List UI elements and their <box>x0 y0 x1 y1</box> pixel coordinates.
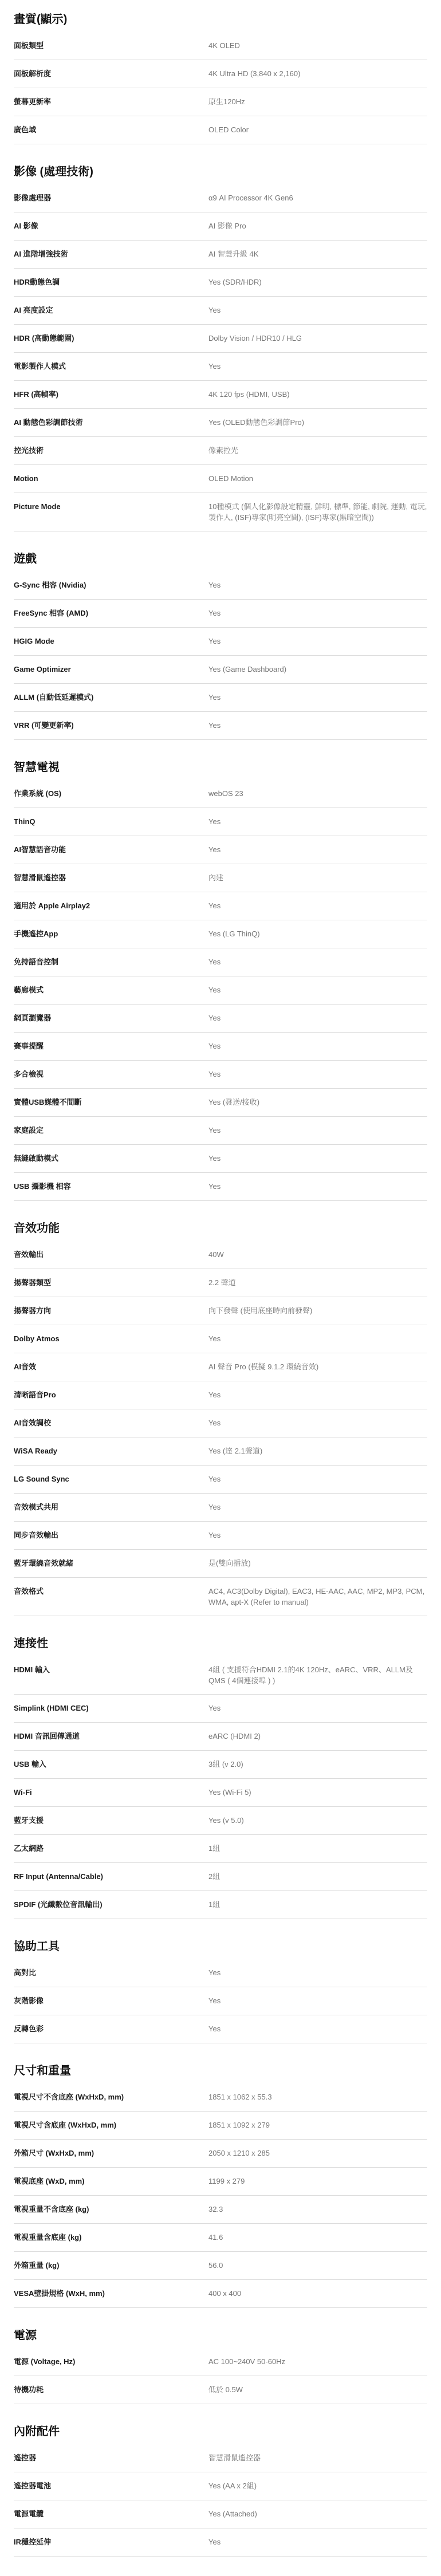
spec-label: 廣色域 <box>14 125 37 134</box>
spec-row <box>14 656 427 684</box>
spec-value: 原生120Hz <box>208 97 245 106</box>
spec-row <box>14 920 427 948</box>
spec-row <box>14 32 427 60</box>
spec-value: Yes (Game Dashboard) <box>208 665 287 673</box>
spec-row <box>14 465 427 493</box>
spec-label: 無縫啟動模式 <box>14 1154 59 1163</box>
spec-value: 3組 (v 2.0) <box>208 1760 243 1768</box>
spec-label: 手機遙控App <box>14 929 58 938</box>
spec-value: Yes <box>208 1126 221 1135</box>
spec-value: Yes <box>208 1182 221 1191</box>
spec-label: 高對比 <box>14 1968 37 1977</box>
spec-row <box>14 1005 427 1033</box>
spec-label: AI智慧語音功能 <box>14 845 66 854</box>
spec-row <box>14 1578 427 1616</box>
spec-value: webOS 23 <box>208 789 243 798</box>
spec-value: Yes <box>208 1419 221 1427</box>
section-title: 音效功能 <box>14 1222 60 1235</box>
spec-value: Yes (達 2.1聲道) <box>208 1447 263 1455</box>
spec-label: LG Sound Sync <box>14 1475 69 1483</box>
spec-row <box>14 1381 427 1409</box>
spec-row <box>14 628 427 656</box>
spec-value: 4K 120 fps (HDMI, USB) <box>208 390 290 399</box>
spec-label: 音效格式 <box>14 1587 44 1596</box>
spec-row <box>14 2112 427 2140</box>
spec-value: Yes (發送/接收) <box>208 1098 260 1106</box>
spec-row <box>14 1550 427 1578</box>
spec-value: 2050 x 1210 x 285 <box>208 2149 270 2157</box>
spec-section <box>14 1220 427 1616</box>
spec-label: 家庭設定 <box>14 1126 44 1135</box>
spec-label: AI音效 <box>14 1362 37 1371</box>
spec-label: HDR動態色調 <box>14 278 60 286</box>
spec-label: 揚聲器方向 <box>14 1306 52 1315</box>
spec-row <box>14 1656 427 1695</box>
spec-label: 乙太網路 <box>14 1844 44 1853</box>
spec-row <box>14 269 427 297</box>
section-title: 畫質(顯示) <box>14 13 68 26</box>
spec-row <box>14 297 427 325</box>
spec-label: AI音效調校 <box>14 1419 52 1427</box>
spec-label: 電視重量含底座 (kg) <box>14 2233 82 2242</box>
spec-row <box>14 353 427 381</box>
spec-row <box>14 1959 427 1987</box>
spec-row <box>14 437 427 465</box>
spec-label: 影像處理器 <box>14 194 52 202</box>
spec-row <box>14 2472 427 2500</box>
spec-value: Yes <box>208 1503 221 1511</box>
spec-value: 1851 x 1062 x 55.3 <box>208 2093 272 2101</box>
spec-row <box>14 780 427 808</box>
spec-row <box>14 1061 427 1089</box>
spec-value: 1851 x 1092 x 279 <box>208 2121 270 2129</box>
spec-row <box>14 2444 427 2472</box>
spec-value: Yes <box>208 1154 221 1163</box>
spec-value: 1組 <box>208 1900 220 1909</box>
spec-label: 音效模式共用 <box>14 1503 59 1511</box>
spec-label: 外箱尺寸 (WxHxD, mm) <box>14 2149 94 2157</box>
spec-row <box>14 1325 427 1353</box>
spec-row <box>14 2348 427 2376</box>
spec-value: Yes <box>208 817 221 826</box>
spec-label: 電源電纜 <box>14 2510 44 2518</box>
spec-row <box>14 1863 427 1891</box>
spec-label: 面板解析度 <box>14 69 52 78</box>
spec-value: Yes <box>208 2024 221 2033</box>
spec-value: OLED Motion <box>208 474 254 483</box>
spec-section <box>14 2424 427 2557</box>
spec-label: 電源 (Voltage, Hz) <box>14 2357 76 2366</box>
spec-row <box>14 1695 427 1723</box>
spec-label: 清晰語音Pro <box>14 1391 56 1399</box>
spec-label: VESA壁掛規格 (WxH, mm) <box>14 2289 105 2298</box>
spec-value: AI 智慧升級 4K <box>208 250 259 258</box>
spec-row <box>14 1117 427 1145</box>
spec-section <box>14 2327 427 2404</box>
spec-value: 32.3 <box>208 2205 223 2213</box>
spec-value: Yes <box>208 986 221 994</box>
spec-label: Wi-Fi <box>14 1788 32 1797</box>
spec-row <box>14 1033 427 1061</box>
spec-value: Yes (OLED動態色彩調節Pro) <box>208 418 305 427</box>
spec-row <box>14 808 427 836</box>
spec-label: 電視尺寸含底座 (WxHxD, mm) <box>14 2121 117 2129</box>
spec-value: Yes <box>208 1475 221 1483</box>
spec-row <box>14 1353 427 1381</box>
section-title: 尺寸和重量 <box>14 2065 71 2077</box>
spec-label: 藍牙支援 <box>14 1816 44 1825</box>
spec-label: 面板類型 <box>14 41 44 50</box>
spec-label: HGIG Mode <box>14 637 54 645</box>
spec-value: Yes <box>208 901 221 910</box>
spec-section <box>14 759 427 1201</box>
spec-value: 低於 0.5W <box>208 2385 243 2394</box>
spec-section <box>14 164 427 531</box>
spec-label: IR穩控延伸 <box>14 2538 52 2546</box>
spec-row <box>14 1807 427 1835</box>
spec-row <box>14 2168 427 2196</box>
spec-value: Yes <box>208 1042 221 1050</box>
spec-row <box>14 2224 427 2252</box>
spec-label: 多合檢視 <box>14 1070 44 1078</box>
spec-value: 1組 <box>208 1844 220 1853</box>
spec-row <box>14 409 427 437</box>
spec-row <box>14 1297 427 1325</box>
spec-value: Yes (Attached) <box>208 2510 257 2518</box>
spec-row <box>14 2280 427 2308</box>
spec-row <box>14 1466 427 1494</box>
spec-row <box>14 684 427 712</box>
spec-value: Yes (Wi-Fi 5) <box>208 1788 251 1797</box>
spec-label: Dolby Atmos <box>14 1334 60 1343</box>
spec-row <box>14 1779 427 1807</box>
section-title: 內附配件 <box>14 2425 60 2438</box>
section-title: 遊戲 <box>14 553 37 565</box>
spec-label: 實體USB媒體不間斷 <box>14 1098 82 1106</box>
spec-row <box>14 2376 427 2404</box>
spec-value: Yes <box>208 958 221 966</box>
spec-value: AI 影像 Pro <box>208 222 246 230</box>
spec-value: 2.2 聲道 <box>208 1278 236 1287</box>
spec-value: 2組 <box>208 1872 220 1881</box>
spec-row <box>14 116 427 144</box>
spec-section <box>14 551 427 740</box>
spec-label: 賽事提醒 <box>14 1042 44 1050</box>
spec-row <box>14 1241 427 1269</box>
spec-label: AI 進階增強技術 <box>14 250 68 258</box>
spec-label: 螢幕更新率 <box>14 97 52 106</box>
spec-row <box>14 1522 427 1550</box>
spec-label: RF Input (Antenna/Cable) <box>14 1872 103 1881</box>
spec-label: 電影製作人模式 <box>14 362 66 371</box>
spec-label: 同步音效輸出 <box>14 1531 59 1539</box>
spec-label: FreeSync 相容 (AMD) <box>14 609 89 617</box>
spec-label: HDR (高動態範圍) <box>14 334 74 342</box>
spec-label: 藍牙環繞音效就緒 <box>14 1559 74 1567</box>
spec-label: 遙控器 <box>14 2453 37 2462</box>
spec-row <box>14 1145 427 1173</box>
spec-row <box>14 1269 427 1297</box>
spec-label: AI 影像 <box>14 222 38 230</box>
spec-row <box>14 493 427 531</box>
spec-row <box>14 2196 427 2224</box>
spec-value: Yes <box>208 1531 221 1539</box>
spec-value: Yes (LG ThinQ) <box>208 929 260 938</box>
spec-row <box>14 1437 427 1466</box>
spec-label: 灰階影像 <box>14 1996 44 2005</box>
spec-value: AI 聲音 Pro (模擬 9.1.2 環繞音效) <box>208 1362 319 1371</box>
spec-value: Yes <box>208 1334 221 1343</box>
spec-value: Yes <box>208 1391 221 1399</box>
spec-value: Yes <box>208 1704 221 1712</box>
spec-label: 藝廊模式 <box>14 986 44 994</box>
spec-label: HDMI 輸入 <box>14 1665 50 1674</box>
spec-value: Dolby Vision / HDR10 / HLG <box>208 334 302 342</box>
spec-label: 電視底座 (WxD, mm) <box>14 2177 85 2185</box>
spec-row <box>14 1409 427 1437</box>
spec-row <box>14 892 427 920</box>
spec-value: Yes <box>208 2538 221 2546</box>
spec-label: Game Optimizer <box>14 665 71 673</box>
spec-label: SPDIF (光纖數位音訊輸出) <box>14 1900 103 1909</box>
spec-row <box>14 836 427 864</box>
spec-value: α9 AI Processor 4K Gen6 <box>208 194 293 202</box>
spec-value: Yes <box>208 306 221 314</box>
spec-value: 40W <box>208 1250 224 1259</box>
spec-row <box>14 241 427 269</box>
spec-value: Yes <box>208 1968 221 1977</box>
spec-row <box>14 2015 427 2043</box>
spec-label: Motion <box>14 474 38 483</box>
spec-label: ThinQ <box>14 817 36 826</box>
spec-value: OLED Color <box>208 125 249 134</box>
spec-label: HDMI 音訊回傳通道 <box>14 1732 80 1740</box>
spec-label: VRR (可變更新率) <box>14 721 74 730</box>
spec-label: USB 輸入 <box>14 1760 47 1768</box>
spec-value: Yes <box>208 1070 221 1078</box>
spec-value: 向下發聲 (使用底座時向前發聲) <box>208 1306 313 1315</box>
spec-row <box>14 60 427 88</box>
spec-label: 音效輸出 <box>14 1250 44 1259</box>
spec-value: 56.0 <box>208 2261 223 2270</box>
spec-section <box>14 1939 427 2043</box>
spec-row <box>14 184 427 212</box>
section-title: 協助工具 <box>14 1940 60 1953</box>
spec-row <box>14 381 427 409</box>
spec-value: Yes <box>208 721 221 730</box>
section-title: 智慧電視 <box>14 761 60 774</box>
spec-value: 智慧滑鼠遙控器 <box>208 2453 261 2462</box>
spec-row <box>14 88 427 116</box>
spec-row <box>14 948 427 976</box>
section-title: 影像 (處理技術) <box>14 166 93 178</box>
spec-row <box>14 1723 427 1751</box>
section-title: 電源 <box>14 2329 37 2342</box>
spec-row <box>14 2528 427 2557</box>
spec-label: 電視重量不含底座 (kg) <box>14 2205 89 2213</box>
spec-row <box>14 572 427 600</box>
spec-row <box>14 325 427 353</box>
spec-value: 內建 <box>208 873 224 882</box>
spec-value: 10種模式 (個人化影像設定精靈, 鮮明, 標準, 節能, 劇院, 運動, 電玩, 製作人, (ISF)專家(明亮空間), (ISF)專家(黑暗空間)) <box>208 502 427 522</box>
spec-row <box>14 1173 427 1201</box>
spec-value: 4K Ultra HD (3,840 x 2,160) <box>208 69 301 78</box>
spec-value: AC4, AC3(Dolby Digital), EAC3, HE-AAC, AAC, MP2, MP3, PCM, WMA, apt-X (Refer to manual) <box>208 1587 425 1606</box>
spec-label: 智慧滑鼠遙控器 <box>14 873 66 882</box>
spec-row <box>14 1835 427 1863</box>
spec-value: Yes (SDR/HDR) <box>208 278 262 286</box>
spec-label: AI 動態色彩調節技術 <box>14 418 83 427</box>
spec-value: 4組 ( 支援符合HDMI 2.1的4K 120Hz、eARC、VRR、ALLM及QMS ( 4個連接埠 ) ) <box>208 1665 413 1685</box>
spec-label: HFR (高幀率) <box>14 390 58 399</box>
spec-value: 4K OLED <box>208 41 240 50</box>
spec-value: 是(雙向播放) <box>208 1559 251 1567</box>
spec-value: AC 100~240V 50-60Hz <box>208 2357 286 2366</box>
spec-row <box>14 1494 427 1522</box>
spec-row <box>14 976 427 1005</box>
spec-value: Yes <box>208 1996 221 2005</box>
spec-value: 400 x 400 <box>208 2289 242 2298</box>
spec-label: 外箱重量 (kg) <box>14 2261 60 2270</box>
spec-label: 適用於 Apple Airplay2 <box>14 901 90 910</box>
spec-value: Yes (AA x 2組) <box>208 2482 257 2490</box>
spec-row <box>14 1089 427 1117</box>
spec-row <box>14 212 427 241</box>
spec-value: 1199 x 279 <box>208 2177 245 2185</box>
spec-section <box>14 2063 427 2308</box>
spec-label: 遙控器電池 <box>14 2482 52 2490</box>
spec-label: 作業系統 (OS) <box>14 789 62 798</box>
spec-section <box>14 11 427 144</box>
spec-label: USB 攝影機 相容 <box>14 1182 71 1191</box>
spec-label: AI 亮度設定 <box>14 306 53 314</box>
spec-row <box>14 2083 427 2112</box>
spec-sheet <box>14 0 427 2557</box>
spec-label: ALLM (自動低延遲模式) <box>14 693 94 702</box>
spec-label: 免持語音控制 <box>14 958 59 966</box>
section-title: 連接性 <box>14 1637 48 1650</box>
spec-value: Yes <box>208 609 221 617</box>
spec-value: Yes <box>208 693 221 702</box>
spec-value: 像素控光 <box>208 446 239 455</box>
spec-row <box>14 2252 427 2280</box>
spec-label: G-Sync 相容 (Nvidia) <box>14 581 86 589</box>
spec-row <box>14 600 427 628</box>
spec-label: 網頁瀏覽器 <box>14 1014 52 1022</box>
spec-value: Yes <box>208 845 221 854</box>
spec-section <box>14 1636 427 1919</box>
spec-value: Yes <box>208 581 221 589</box>
spec-value: Yes <box>208 362 221 371</box>
spec-label: 電視尺寸不含底座 (WxHxD, mm) <box>14 2093 124 2101</box>
spec-label: 揚聲器類型 <box>14 1278 52 1287</box>
spec-label: Simplink (HDMI CEC) <box>14 1704 89 1712</box>
spec-value: 41.6 <box>208 2233 223 2242</box>
spec-label: 控光技術 <box>14 446 44 455</box>
spec-row <box>14 2140 427 2168</box>
spec-row <box>14 1751 427 1779</box>
spec-label: 反轉色彩 <box>14 2024 44 2033</box>
spec-row <box>14 864 427 892</box>
spec-label: Picture Mode <box>14 502 61 511</box>
spec-value: Yes (v 5.0) <box>208 1816 244 1825</box>
spec-row <box>14 1987 427 2015</box>
spec-row <box>14 712 427 740</box>
spec-value: eARC (HDMI 2) <box>208 1732 261 1740</box>
spec-value: Yes <box>208 637 221 645</box>
spec-row <box>14 2500 427 2528</box>
spec-label: WiSA Ready <box>14 1447 57 1455</box>
spec-value: Yes <box>208 1014 221 1022</box>
spec-row <box>14 1891 427 1919</box>
spec-label: 待機功耗 <box>14 2385 44 2394</box>
